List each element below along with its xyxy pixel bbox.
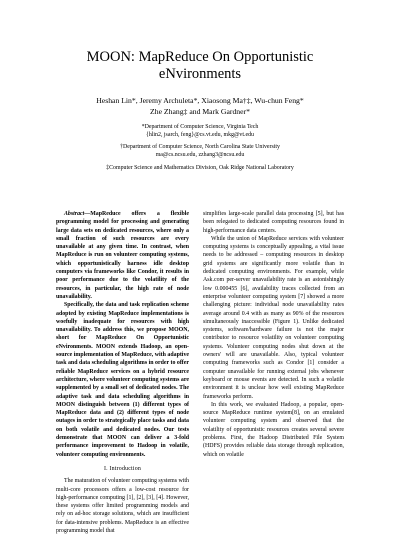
affiliation-name: ‡Computer Science and Mathematics Division, Oak Ridge National Laboratory	[106, 165, 294, 171]
right-paragraph-1: While the union of MapReduce services with volunteer computing systems is conceptually appealing, a vital issue needs to be addressed – computing resources in desktop grid systems are significantly more volatile than in dedicated computing environments. For example, while Ask.com per-server unavailability rate is an astonishingly low 0.000455 [6], availability traces collected from an enterprise volunteer computing system [7] showed a more challenging picture: individual node unavailability rates average around 0.4 with as many as 90% of the resources simultaneously inaccessible (Figure 1). Unlike dedicated systems, software/hardware failure is not the major contributor to resource volatility on volunteer computing systems. Volunteer computing nodes shut down at the owners' will are unavailable. Also, typical volunteer computing frameworks such as Condor [1] consider a computer unavailable for running external jobs whenever keyboard or mouse events are detected. In such a volatile environment it is unclear how well existing MapReduce frameworks perform.	[203, 235, 344, 400]
paper-title	[40, 49, 360, 83]
abstract-label: Abstract	[64, 211, 85, 217]
right-column	[203, 210, 344, 459]
affiliation-name: †Department of Computer Science, North Carolina State University	[120, 144, 280, 150]
abstract-paragraph-2: Specifically, the data and task replication scheme adopted by existing MapReduce implementations is woefully inadequate for resources with high unavailability. To address this, we propose MOON, short for MapReduce On Opportunistic eNvironments. MOON extends Hadoop, an open-source implementation of MapReduce, with adaptive task and data scheduling algorithms in order to offer reliable MapReduce services on a hybrid resource architecture, where volunteer computing systems are supplemented by a small set of dedicated nodes. The adaptive task and data scheduling algorithms in MOON distinguish between (1) different types of MapReduce data and (2) different types of node outages in order to strategically place tasks and data on both volatile and dedicated nodes. Our tests demonstrate that MOON can deliver a 3-fold performance improvement to Hadoop in volatile, volunteer computing environments.	[56, 302, 189, 458]
affiliation-name: *Department of Computer Science, Virginia Tech	[141, 124, 259, 130]
right-paragraph-0: simplifies large-scale parallel data processing [5], but has been relegated to dedicated computing resources found in high-performance data centers.	[203, 211, 344, 234]
right-paragraph-2: In this work, we evaluated Hadoop, a popular, open-source MapReduce runtime system[8], on an emulated volunteer computing system and observed that the volatility of opportunistic resources creates several severe problems. First, the Hadoop Distributed File System (HDFS) provides reliable data storage through replication, which on volatile	[203, 401, 344, 458]
affiliation-email: ma@cs.ncsu.edu, zzhang3@ncsu.edu	[155, 152, 245, 158]
authors-line-1: Heshan Lin*, Jeremy Archuleta*, Xiaosong Ma†‡, Wu-chun Feng*	[96, 96, 304, 105]
abstract-text-1: —MapReduce offers a flexible programming model for processing and generating large data sets on dedicated resources, where only a small fraction of such resources are every unavailable at any given time. In contrast, when MapReduce is run on volunteer computing systems, which opportunistically harness idle desktop computers via frameworks like Condor, it results in poor performance due to the volatility of the resources, in particular, the high rate of node unavailability.	[56, 211, 189, 300]
affiliation-ornl	[40, 164, 360, 172]
affiliation-vt	[40, 123, 360, 139]
authors-line-2: Zhe Zhang‡ and Mark Gardner*	[150, 107, 250, 116]
section-heading-introduction: I. Introduction	[103, 465, 142, 472]
title-line-1: MOON: MapReduce On Opportunistic	[86, 49, 314, 65]
title-line-2: eNvironments	[158, 66, 242, 82]
abstract-paragraph-1	[56, 210, 189, 301]
affiliation-email: {hlin2, jsarch, feng}@cs.vt.edu, mkg@vt.edu	[146, 132, 254, 138]
left-column	[56, 210, 189, 535]
author-list	[40, 95, 360, 117]
affiliation-ncsu	[40, 143, 360, 159]
intro-paragraph-1: The maturation of volunteer computing systems with multi-core processors offers a low-cost resource for high-performance computing [1], [2], [3], [4]. However, these systems offer limited programming models and rely on ad-hoc storage solutions, which are insufficient for data-intensive problems. MapReduce is an effective programming model that	[56, 478, 189, 534]
